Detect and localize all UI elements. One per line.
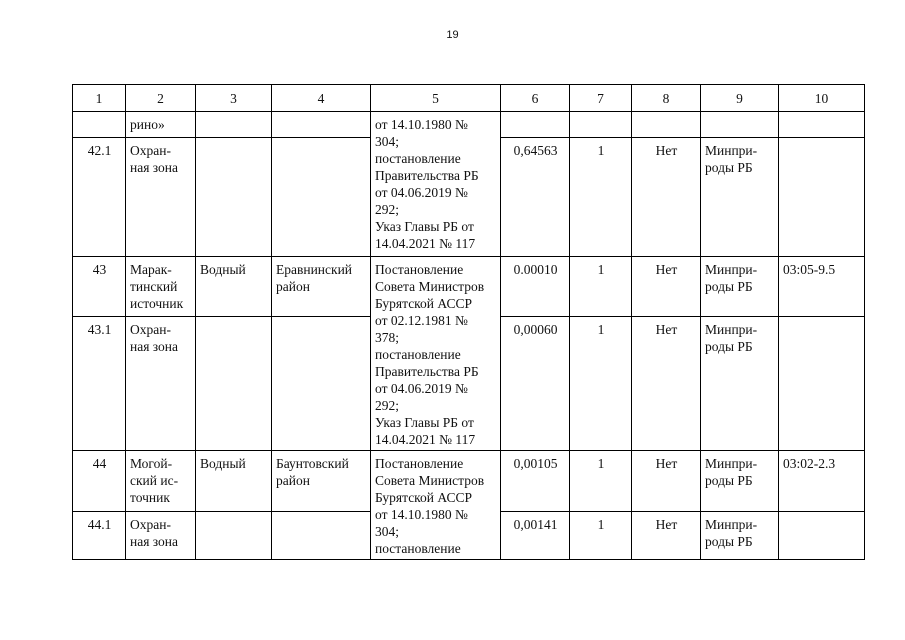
- registry-code: 03:05-9.5: [779, 257, 865, 317]
- column-number: 1: [73, 85, 126, 112]
- count: 1: [570, 451, 632, 512]
- registry-code: 03:02-2.3: [779, 451, 865, 512]
- column-number: 8: [632, 85, 701, 112]
- object-type: [196, 316, 272, 450]
- column-number: 7: [570, 85, 632, 112]
- row-number: 42.1: [73, 138, 126, 257]
- object-name: Охран- ная зона: [126, 316, 196, 450]
- registry-code: [779, 511, 865, 559]
- registry-code: [779, 316, 865, 450]
- count: 1: [570, 316, 632, 450]
- district: [272, 112, 371, 138]
- authority: Минпри- роды РБ: [701, 451, 779, 512]
- column-number: 5: [371, 85, 501, 112]
- district: [272, 511, 371, 559]
- object-name: Могой- ский ис- точник: [126, 451, 196, 512]
- register-table: [72, 84, 865, 560]
- area: 0.00010: [501, 257, 570, 317]
- table-row: [73, 257, 865, 317]
- flag: Нет: [632, 138, 701, 257]
- flag: Нет: [632, 257, 701, 317]
- authority: Минпри- роды РБ: [701, 138, 779, 257]
- column-number: 9: [701, 85, 779, 112]
- column-number: 6: [501, 85, 570, 112]
- area: 0,00141: [501, 511, 570, 559]
- table-row: [73, 451, 865, 512]
- object-type: [196, 511, 272, 559]
- flag: Нет: [632, 511, 701, 559]
- object-type: Водный: [196, 257, 272, 317]
- flag: Нет: [632, 316, 701, 450]
- district: [272, 316, 371, 450]
- column-number: 10: [779, 85, 865, 112]
- flag: [632, 112, 701, 138]
- district: Баунтовский район: [272, 451, 371, 512]
- district: [272, 138, 371, 257]
- column-number: 4: [272, 85, 371, 112]
- column-number: 3: [196, 85, 272, 112]
- row-number: 43: [73, 257, 126, 317]
- area: 0,00060: [501, 316, 570, 450]
- authority: [701, 112, 779, 138]
- registry-code: [779, 138, 865, 257]
- registry-code: [779, 112, 865, 138]
- table-row: [73, 112, 865, 138]
- object-name: Марак- тинский источник: [126, 257, 196, 317]
- object-name: рино»: [126, 112, 196, 138]
- authority: Минпри- роды РБ: [701, 511, 779, 559]
- count: [570, 112, 632, 138]
- row-number: 44.1: [73, 511, 126, 559]
- page-number: 19: [446, 29, 459, 41]
- object-type: [196, 138, 272, 257]
- district: Еравнинский район: [272, 257, 371, 317]
- row-number: 44: [73, 451, 126, 512]
- column-number: 2: [126, 85, 196, 112]
- row-number: 43.1: [73, 316, 126, 450]
- legal-document: Постановление Совета Министров Бурятской АССР от 02.12.1981 № 378; постановление Правительства РБ от 04.06.2019 № 292; Указ Главы РБ от 14.04.2021 № 117: [371, 257, 501, 451]
- count: 1: [570, 511, 632, 559]
- area: 0,64563: [501, 138, 570, 257]
- row-number: [73, 112, 126, 138]
- legal-document: Постановление Совета Министров Бурятской АССР от 14.10.1980 № 304; постановление: [371, 451, 501, 560]
- object-name: Охран- ная зона: [126, 511, 196, 559]
- object-name: Охран- ная зона: [126, 138, 196, 257]
- object-type: [196, 112, 272, 138]
- legal-document: от 14.10.1980 № 304; постановление Правительства РБ от 04.06.2019 № 292; Указ Главы РБ от 14.04.2021 № 117: [371, 112, 501, 257]
- column-number-row: [73, 85, 865, 112]
- authority: Минпри- роды РБ: [701, 257, 779, 317]
- object-type: Водный: [196, 451, 272, 512]
- count: 1: [570, 257, 632, 317]
- authority: Минпри- роды РБ: [701, 316, 779, 450]
- area: [501, 112, 570, 138]
- flag: Нет: [632, 451, 701, 512]
- count: 1: [570, 138, 632, 257]
- area: 0,00105: [501, 451, 570, 512]
